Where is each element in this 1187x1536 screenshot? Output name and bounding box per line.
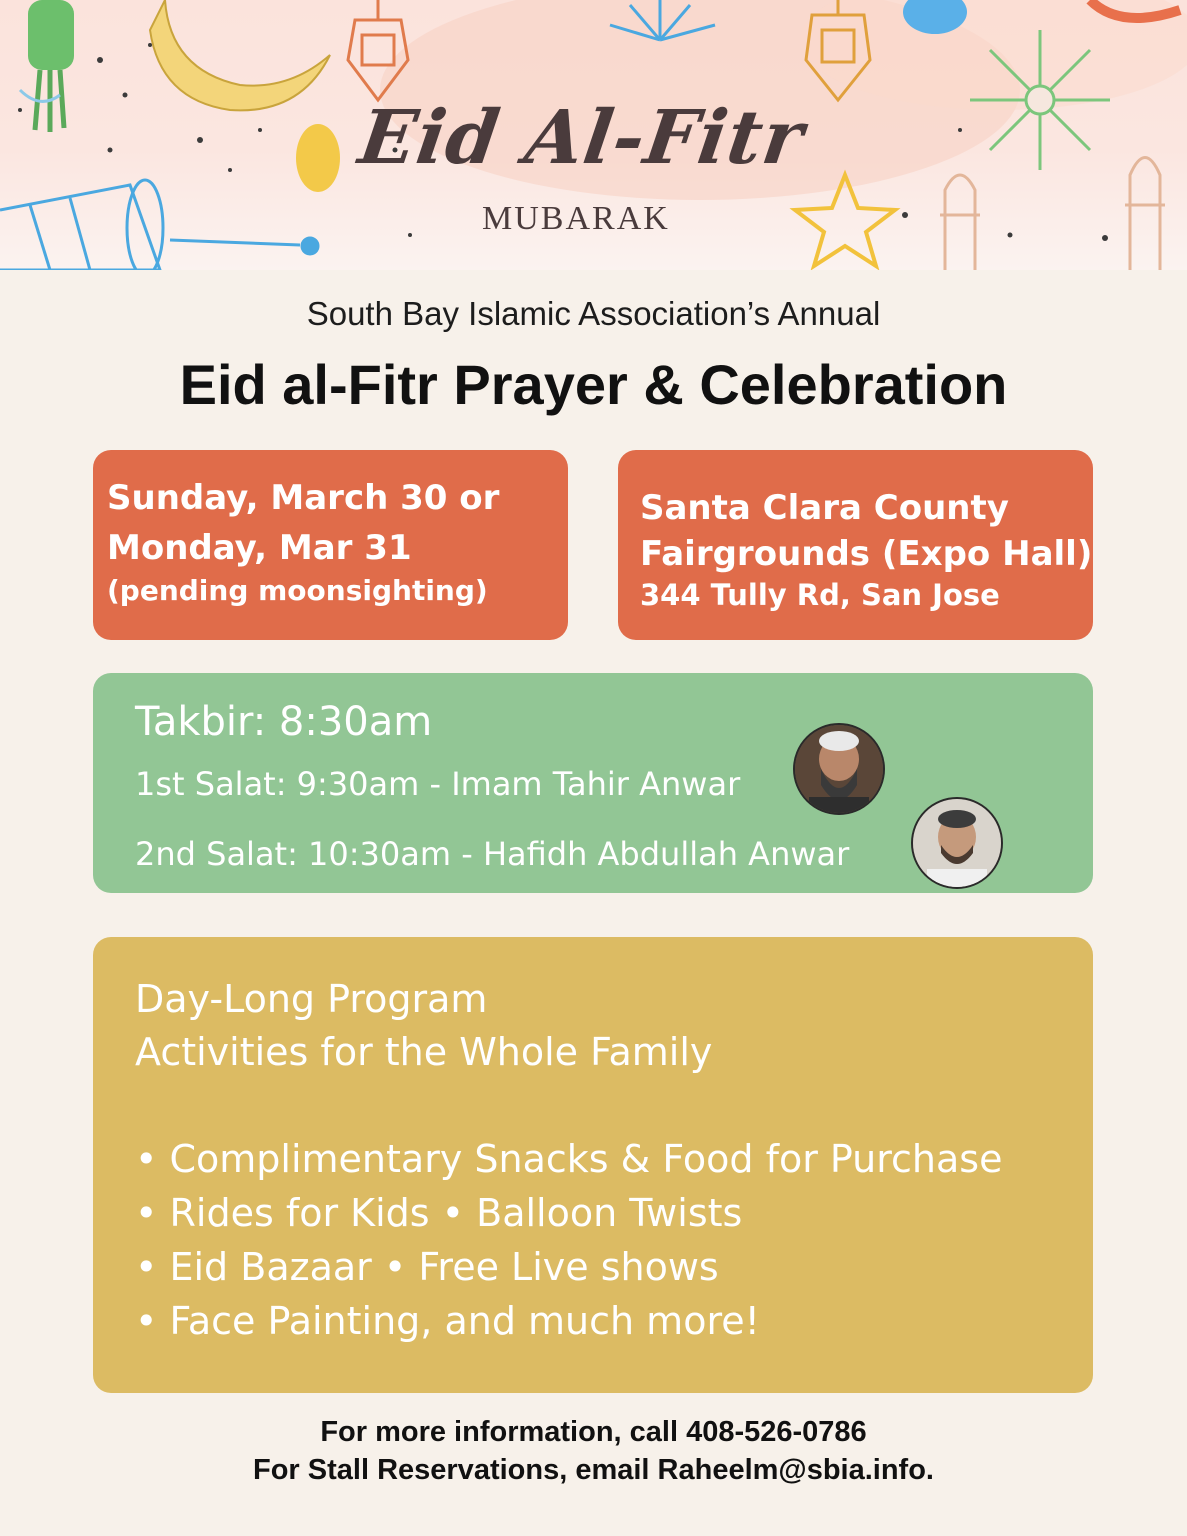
decor-egg <box>296 124 340 192</box>
date-card <box>93 450 568 640</box>
header-banner <box>0 0 1187 270</box>
imam-tahir-avatar <box>793 723 885 815</box>
list-item: • Face Painting, and much more! <box>135 1299 760 1343</box>
banner-title: Eid Al-Fitr <box>353 95 810 181</box>
drum-icon <box>0 180 318 270</box>
person-icon <box>795 725 883 813</box>
date-note: (pending moonsighting) <box>107 574 488 607</box>
organizer-subtitle: South Bay Islamic Association’s Annual <box>306 295 881 332</box>
program-card <box>93 937 1093 1393</box>
firework-icon <box>970 30 1110 170</box>
hafidh-abdullah-avatar <box>911 797 1003 889</box>
prayer-times-card <box>93 673 1093 893</box>
takbir-time: Takbir: 8:30am <box>135 699 433 745</box>
venue-line-1: Santa Clara County <box>640 488 1009 528</box>
contact-phone: For more information, call 408-526-0786 <box>320 1416 867 1448</box>
program-heading: Day-Long Program <box>135 977 488 1021</box>
date-line-1: Sunday, March 30 or <box>107 478 500 518</box>
first-salat-time: 1st Salat: 9:30am - Imam Tahir Anwar <box>135 765 741 803</box>
second-salat-time: 2nd Salat: 10:30am - Hafidh Abdullah Anwar <box>135 835 850 873</box>
venue-card <box>618 450 1093 640</box>
list-item: • Complimentary Snacks & Food for Purchase <box>135 1137 1003 1181</box>
date-line-2: Monday, Mar 31 <box>107 528 412 568</box>
venue-address: 344 Tully Rd, San Jose <box>640 578 1000 612</box>
contact-email: For Stall Reservations, email Raheelm@sbia.info. <box>253 1454 934 1486</box>
list-item: • Rides for Kids • Balloon Twists <box>135 1191 743 1235</box>
venue-line-2: Fairgrounds (Expo Hall) <box>640 534 1093 574</box>
page-title: Eid al-Fitr Prayer & Celebration <box>179 353 1008 416</box>
minaret-icon <box>940 158 1165 271</box>
banner-subtitle: MUBARAK <box>482 200 670 237</box>
lantern-icon <box>20 0 74 132</box>
list-item: • Eid Bazaar • Free Live shows <box>135 1245 719 1289</box>
crescent-moon-icon <box>150 0 330 110</box>
program-subheading: Activities for the Whole Family <box>135 1030 713 1074</box>
person-icon <box>913 799 1001 887</box>
